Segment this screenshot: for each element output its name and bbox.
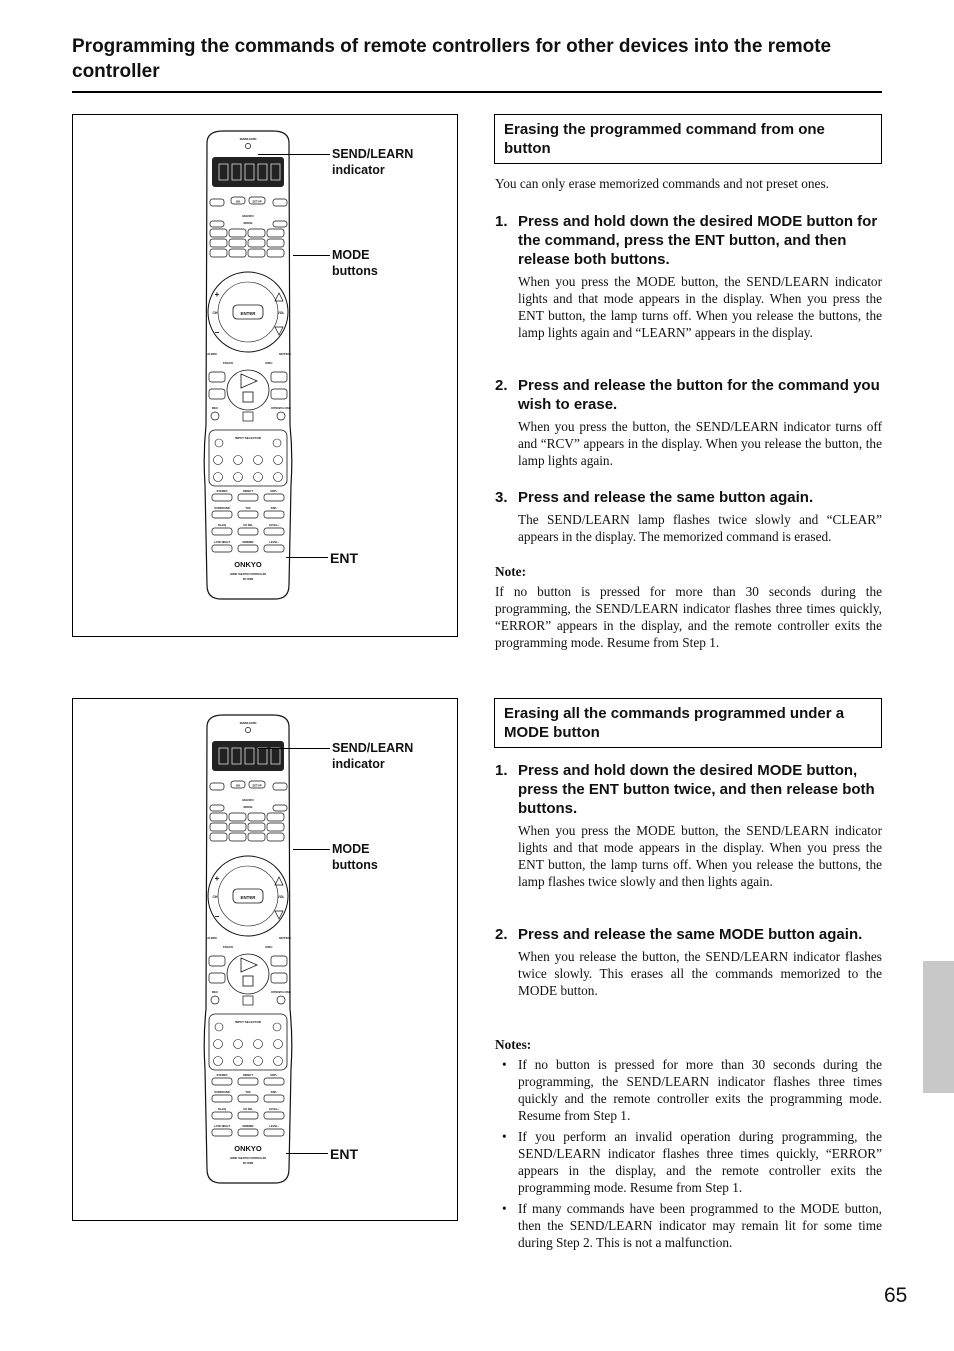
step-2	[495, 376, 882, 469]
step-number: 1.	[495, 762, 508, 779]
eject-button	[277, 412, 285, 420]
input-button	[254, 456, 263, 465]
numpad-button	[212, 494, 232, 501]
numpad-label: SURROUND	[214, 1091, 230, 1094]
numpad-label: DIRECT	[242, 1074, 254, 1077]
note-item-text: If you perform an invalid operation during programming, the SEND/LEARN indicator flashes three times quickly, “ERROR” appears in the display, and the remote controller exits the programming mode. Resume from Step 1.	[518, 1129, 882, 1195]
side-tab	[923, 961, 954, 1093]
ch-label: CH	[212, 311, 218, 315]
step-body: When you press the MODE button, the SEND/LEARN indicator lights and that mode appears in the display. When you press the ENT button, the lamp turns off. When you release the buttons, the lamp flashes twice slowly and then lights again.	[518, 823, 882, 889]
skip-forward-button	[271, 389, 287, 399]
numpad-label: CH SEL	[243, 524, 253, 527]
note-block	[495, 563, 882, 651]
numpad-label: DSP+	[270, 1074, 278, 1077]
mode-button	[229, 823, 246, 831]
mode-button	[248, 823, 265, 831]
input-button	[234, 473, 243, 482]
numpad-button	[238, 511, 258, 518]
step-number: 2.	[495, 377, 508, 394]
setup-label: SETUP	[252, 199, 262, 204]
figure-remote-2	[72, 698, 458, 1221]
mode-button	[267, 833, 284, 841]
numpad-label: LEVEL+	[268, 524, 280, 527]
mode-label: MODE	[243, 805, 253, 809]
enter-label: ENTER	[240, 311, 256, 316]
disc-label: DISC	[265, 945, 273, 949]
intro-text: You can only erase memorized commands and not preset ones.	[495, 176, 829, 191]
vol-label: VOL	[277, 895, 285, 899]
model-line-label: HOME THEATER CONTROLLER	[229, 573, 267, 576]
numpad-button	[238, 545, 258, 552]
numpad-label: LATE NIGHT	[214, 1125, 230, 1128]
section1-body	[495, 175, 882, 192]
rec-button	[211, 996, 219, 1004]
numpad-label: Re-EQ	[217, 524, 227, 527]
mode-button	[248, 833, 265, 841]
input-button	[234, 1040, 243, 1049]
step-heading: Press and release the same button again.	[518, 489, 814, 506]
step-number: 2.	[495, 926, 508, 943]
numpad-label: STEREO	[216, 1074, 228, 1077]
numpad-label: LEVEL-	[269, 1125, 279, 1128]
ok-label: OK	[235, 199, 241, 204]
mode-button	[267, 823, 284, 831]
numpad-button	[212, 1112, 232, 1119]
numpad-label: LATE NIGHT	[214, 541, 230, 544]
send-learn-label: SEND/LEARN	[239, 722, 257, 725]
ch-down-icon: −	[214, 912, 220, 921]
light-button	[273, 783, 287, 790]
fast-forward-button	[271, 372, 287, 382]
remote-illustration	[193, 125, 303, 601]
input-button	[215, 1023, 223, 1031]
lcd-display	[212, 157, 284, 187]
model-label: RC-560M	[242, 1162, 254, 1165]
figure-remote-1	[72, 114, 458, 637]
step-body: The SEND/LEARN lamp flashes twice slowly and “CLEAR” appears in the display. The memorized command is erased.	[518, 512, 882, 544]
note-item	[495, 1200, 882, 1251]
ch-up-icon: +	[214, 290, 220, 299]
bullet-icon: •	[502, 1201, 507, 1216]
pause-button	[243, 412, 253, 421]
numpad-label: DIMMER	[242, 541, 254, 544]
callout-mode-buttons: MODE buttons	[332, 248, 378, 278]
mode-button	[267, 813, 284, 821]
section-heading-erase-all: Erasing all the commands programmed under a MODE button	[494, 698, 882, 748]
page-title: Programming the commands of remote controllers for other devices into the remote controller	[72, 36, 832, 82]
brand-logo: ONKYO	[234, 1144, 262, 1153]
rec-label: REC	[211, 990, 219, 994]
note-item	[495, 1056, 882, 1124]
input-button	[214, 1057, 223, 1066]
play-pad	[227, 370, 269, 410]
sleep-button	[210, 199, 224, 206]
mode-button	[210, 833, 227, 841]
numpad-label: SURROUND	[214, 507, 230, 510]
track-label: TRACK	[222, 945, 234, 949]
numpad-button	[264, 1095, 284, 1102]
mode-button	[229, 229, 246, 237]
input-selector-label: INPUT SELECTOR	[234, 436, 262, 440]
leader-ent	[286, 1153, 328, 1154]
numpad-button	[212, 511, 232, 518]
input-button	[254, 1057, 263, 1066]
numpad-label: STEREO	[216, 490, 228, 493]
pause-button	[243, 996, 253, 1005]
eject-button	[277, 996, 285, 1004]
numpad-label: DIMMER	[242, 1125, 254, 1128]
numpad-label: THX	[245, 507, 251, 510]
notes-block	[495, 1036, 882, 1251]
rewind-button	[209, 956, 225, 966]
leader-send-learn	[258, 748, 330, 749]
numpad-button	[238, 1112, 258, 1119]
mode-button	[210, 249, 227, 257]
lcd-display	[212, 741, 284, 771]
input-button	[214, 473, 223, 482]
note-item-text: If no button is pressed for more than 30 seconds during the programming, the SEND/LEARN indicator flashes three times quickly and the remote controller exits the programming mode. Resume from Step 1.	[518, 1057, 882, 1123]
numpad-button	[264, 1112, 284, 1119]
ch-down-icon: −	[214, 328, 220, 337]
step-1	[495, 761, 882, 890]
track-label: TRACK	[222, 361, 234, 365]
numpad-button	[212, 1078, 232, 1085]
mode-label: MODE	[243, 221, 253, 225]
numpad-label: THX	[245, 1091, 251, 1094]
brand-logo: ONKYO	[234, 560, 262, 569]
model-line-label: HOME THEATER CONTROLLER	[229, 1157, 267, 1160]
numpad-button	[238, 1129, 258, 1136]
enter-label: ENTER	[240, 895, 256, 900]
numpad-button	[212, 1095, 232, 1102]
sleep-button	[210, 783, 224, 790]
section-heading-erase-one: Erasing the programmed command from one button	[494, 114, 882, 164]
numpad-button	[212, 1129, 232, 1136]
numpad-button	[238, 528, 258, 535]
input-button	[273, 1023, 281, 1031]
mode-button	[229, 249, 246, 257]
step-heading: Press and release the button for the command you wish to erase.	[518, 377, 880, 413]
input-button	[214, 456, 223, 465]
muting-label: MUTING	[279, 352, 291, 356]
mode-button	[210, 823, 227, 831]
bullet-icon: •	[502, 1129, 507, 1144]
mode-button	[248, 229, 265, 237]
mode-button	[229, 239, 246, 247]
mode-button	[267, 239, 284, 247]
mode-button	[210, 229, 227, 237]
title-rule	[72, 91, 882, 93]
step-1	[495, 212, 882, 341]
step-body: When you press the MODE button, the SEND/LEARN indicator lights and that mode appears in the display. When you press the ENT button, the lamp turns off. When you release the buttons, the lamp lights again and “LEARN” appears in the display.	[518, 274, 882, 340]
skip-forward-button	[271, 973, 287, 983]
rec-label: REC	[211, 406, 219, 410]
note-item	[495, 1128, 882, 1196]
play-pad	[227, 954, 269, 994]
numpad-button	[264, 1078, 284, 1085]
leader-send-learn	[258, 154, 330, 155]
mode-button	[248, 239, 265, 247]
step-number: 3.	[495, 489, 508, 506]
step-body: When you release the button, the SEND/LEARN indicator flashes twice slowly. This erases all the commands memorized to the MODE button.	[518, 949, 882, 998]
note-item-text: If many commands have been programmed to the MODE button, then the SEND/LEARN indicator may remain lit for some time during Step 2. This is not a malfunction.	[518, 1201, 882, 1250]
input-selector-label: INPUT SELECTOR	[234, 1020, 262, 1024]
numpad-label: CH SEL	[243, 1108, 253, 1111]
vol-label: VOL	[277, 311, 285, 315]
send-learn-led	[245, 143, 250, 148]
step-heading: Press and hold down the desired MODE button for the command, press the ENT button, and then release both buttons.	[518, 213, 878, 268]
step-2	[495, 925, 882, 999]
macro-left-button	[210, 221, 224, 227]
macro-right-button	[273, 221, 287, 227]
mode-button	[229, 833, 246, 841]
send-learn-label: SEND/LEARN	[239, 138, 257, 141]
mode-button	[229, 813, 246, 821]
numpad-label: DSP-	[270, 507, 278, 510]
note-label: Note:	[495, 564, 527, 579]
input-button	[274, 473, 283, 482]
numpad-label: Re-EQ	[217, 1108, 227, 1111]
skip-back-button	[209, 389, 225, 399]
numpad-label: DSP+	[270, 490, 278, 493]
light-button	[273, 199, 287, 206]
ok-label: OK	[235, 783, 241, 788]
fast-forward-button	[271, 956, 287, 966]
macro-right-button	[273, 805, 287, 811]
step-heading: Press and hold down the desired MODE button, press the ENT button twice, and then release both buttons.	[518, 762, 875, 817]
input-button	[274, 456, 283, 465]
input-button	[274, 1057, 283, 1066]
page-number: 65	[884, 1284, 908, 1307]
ch-label: CH	[212, 895, 218, 899]
leader-ent	[286, 557, 328, 558]
input-button	[274, 1040, 283, 1049]
mode-button	[248, 813, 265, 821]
numpad-button	[238, 1078, 258, 1085]
input-button	[234, 1057, 243, 1066]
macro-label: MACRO	[242, 214, 254, 218]
mode-button	[210, 239, 227, 247]
leader-mode	[293, 849, 330, 850]
numpad-label: DSP-	[270, 1091, 278, 1094]
bullet-icon: •	[502, 1057, 507, 1072]
leader-mode	[293, 255, 330, 256]
mode-button	[248, 249, 265, 257]
step-body: When you press the button, the SEND/LEARN indicator turns off and “RCV” appears in the display. When you release the button, the lamp lights again.	[518, 419, 882, 468]
callout-send-learn: SEND/LEARN indicator	[332, 741, 414, 771]
step-3	[495, 488, 882, 545]
numpad-label: LEVEL-	[269, 541, 279, 544]
numpad-button	[264, 511, 284, 518]
numpad-button	[238, 1095, 258, 1102]
numpad-button	[212, 528, 232, 535]
step-heading: Press and release the same MODE button again.	[518, 926, 863, 943]
input-button	[254, 473, 263, 482]
input-button	[254, 1040, 263, 1049]
mode-button	[210, 813, 227, 821]
input-button	[214, 1040, 223, 1049]
skip-back-button	[209, 973, 225, 983]
mode-button	[267, 249, 284, 257]
numpad-label: LEVEL+	[268, 1108, 280, 1111]
callout-ent: ENT	[330, 1146, 358, 1162]
numpad-button	[264, 545, 284, 552]
mode-button	[267, 229, 284, 237]
numpad-button	[264, 528, 284, 535]
open-close-label: OPEN/CLOSE	[271, 990, 291, 994]
note-text: If no button is pressed for more than 30 seconds during the programming, the SEND/LEARN indicator flashes three times quickly, “ERROR” appears in the display, and the remote controller exits the programming mode. Resume from Step 1.	[495, 584, 882, 650]
numpad-button	[264, 494, 284, 501]
disc-label: DISC	[265, 361, 273, 365]
notes-label: Notes:	[495, 1037, 532, 1052]
numpad-label: DIRECT	[242, 490, 254, 493]
audio-label: AUDIO	[207, 936, 217, 940]
callout-ent: ENT	[330, 550, 358, 566]
rewind-button	[209, 372, 225, 382]
numpad-button	[264, 1129, 284, 1136]
rec-button	[211, 412, 219, 420]
macro-label: MACRO	[242, 798, 254, 802]
open-close-label: OPEN/CLOSE	[271, 406, 291, 410]
setup-label: SETUP	[252, 783, 262, 788]
callout-mode-buttons: MODE buttons	[332, 842, 378, 872]
remote-illustration	[193, 709, 303, 1185]
input-button	[273, 439, 281, 447]
audio-label: AUDIO	[207, 352, 217, 356]
model-label: RC-560M	[242, 578, 254, 581]
numpad-button	[238, 494, 258, 501]
muting-label: MUTING	[279, 936, 291, 940]
callout-send-learn: SEND/LEARN indicator	[332, 147, 414, 177]
macro-left-button	[210, 805, 224, 811]
send-learn-led	[245, 727, 250, 732]
step-number: 1.	[495, 213, 508, 230]
input-button	[234, 456, 243, 465]
input-button	[215, 439, 223, 447]
ch-up-icon: +	[214, 874, 220, 883]
numpad-button	[212, 545, 232, 552]
